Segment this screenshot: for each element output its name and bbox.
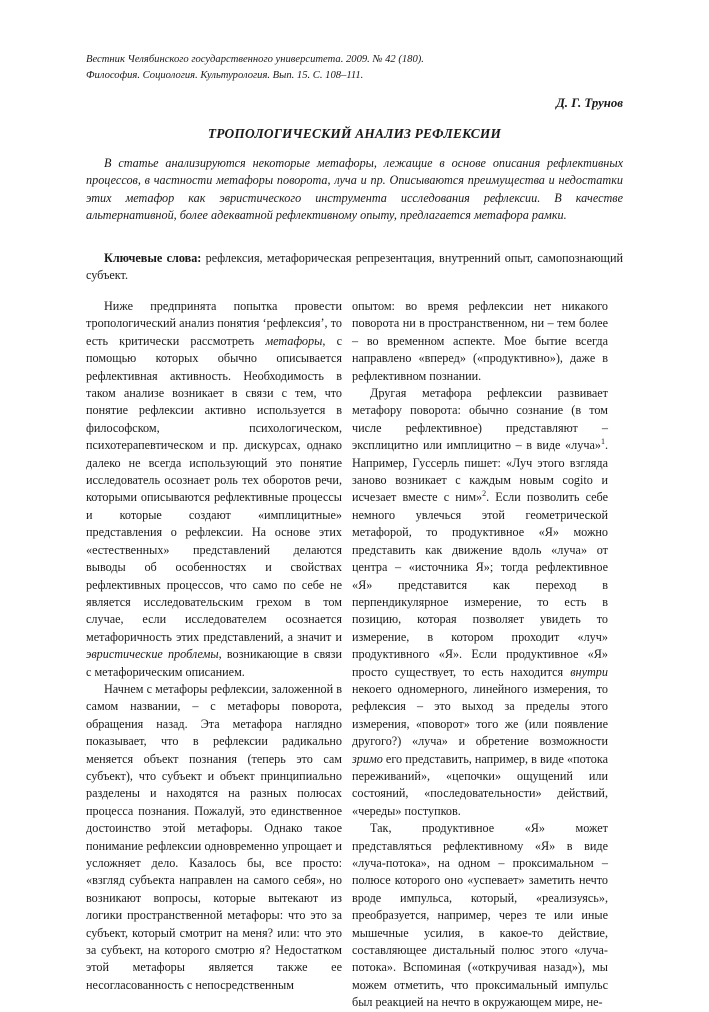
paragraph: Так, продуктивное «Я» может представляться рефлективному «Я» в виде «луча-потока», на одном – проксимальном – полюсе которого оно «успевает» заметить нечто вроде импульса, который, «реализуясь», преобразуется, например, через те или иные мышечные усилия, в какое-то действие, составляющее дистальный полюс этого «луча-потока». Вспоминая («откручивая назад»), мы можем отметить, что проксимальный импульс был реакцией на нечто в окружающем мире, не-: [352, 821, 608, 1010]
journal-citation-line-1: Вестник Челябинского государственного университета. 2009. № 42 (180).: [86, 54, 424, 65]
paragraph: [352, 385, 608, 820]
emphasis: внутри: [570, 664, 608, 679]
text-run: . Если позволить себе немного увлечься этой геометрической метафорой, то продуктивное «Я» можно представить как движение вдоль «луча» от центра – «источника Я»; тогда рефлективное «Я» представится как переход в перпендикулярное измерение, то есть в позицию, которая позволяет увидеть то измерение, в котором проходит «луч» продуктивного «Я». Если продуктивное «Я» просто существует, то есть находится: [352, 490, 608, 679]
author-name: Д. Г. Трунов: [556, 96, 623, 110]
emphasis: метафоры: [265, 333, 323, 348]
footnote-marker: 1: [600, 437, 605, 447]
text-run: его представить, например, в виде «потока переживаний», «цепочки» ощущений или состояний, «последовательности» действий, «череды» поступков.: [352, 751, 608, 818]
text-run: , с помощью которых обычно описывается рефлективная активность. Необходимость в таком анализе возникает в связи с тем, что понятие рефлексии активно используется в философском, психологическом, психотерапевтическом и пр. дискурсах, однако далеко не всегда использующий это понятие исследователь осознает роль тех оборотов речи, которыми описываются рефлективные процессы и которые создают «имплицитные» представления о рефлексии. На основе этих «естественных» представлений делаются выводы об особенностях и свойствах рефлективных процессов, что само по себе не является исследовательским грехом в том случае, если исследователем осознается метафоричность этих представлений, а значит и: [86, 333, 342, 644]
emphasis: зримо: [352, 751, 383, 766]
text-run: Ниже предпринята попытка провести тропологический анализ понятия ‘рефлексия’, то есть критически рассмотреть: [86, 299, 342, 348]
footnote-marker: 2: [482, 489, 487, 499]
abstract: В статье анализируются некоторые метафоры, лежащие в основе описания рефлективных процессов, в частности метафоры поворота, луча и пр. Описываются преимущества и недостатки этих метафор как эвристического инструмента исследования рефлексии. В качестве альтернативной, более адекватной рефлективному опыту, предлагается метафора рамки.: [86, 156, 623, 223]
keywords-label: Ключевые слова:: [104, 251, 202, 265]
journal-citation-line-2: Философия. Социология. Культурология. Вып. 15. С. 108–111.: [86, 69, 364, 81]
article-title: ТРОПОЛОГИЧЕСКИЙ АНАЛИЗ РЕФЛЕКСИИ: [207, 126, 502, 141]
emphasis: эвристические проблемы: [86, 647, 219, 662]
text-run: . Например, Гуссерль пишет: «Луч этого взгляда заново возникает с каждым новым cogito и исчезает вместе с ним»: [352, 438, 608, 505]
paragraph: [86, 298, 342, 681]
paragraph: Начнем с метафоры рефлексии, заложенной в самом названии, – с метафоры поворота, обращения назад. Эта метафора наглядно показывает, что в рефлексии радикально меняется объект познания (теперь это сам субъект), что субъект и объект принципиально разделены и находятся на разных полюсах процесса познания. Пожалуй, это единственное достоинство этой метафоры. Однако такое понимание рефлексии одновременно упрощает и усложняет дело. Казалось бы, все просто: «взгляд субъекта направлен на самого себя», но возникают вопросы, которые вытекают из логики пространственной метафоры: что это за субъект, который смотрит на меня? или: что это за субъект, на которого смотрю я? Недостатком этой метафоры является также ее несогласованность с непосредственным: [86, 681, 342, 992]
text-run: некоего одномерного, линейного измерения, то рефлексия – это выход за пределы этого измерения, «поворот» того же (или появление другого?) «луча» и обретение возможности: [352, 681, 608, 749]
keywords: [86, 250, 623, 285]
journal-citation: [86, 52, 626, 83]
paragraph: опытом: во время рефлексии нет никакого поворота ни в пространственном, ни – тем более – во временном аспекте. Мое бытие всегда направлено «вперед» («продуктивно»), даже в рефлективном познании.: [352, 299, 608, 383]
keywords-text: рефлексия, метафорическая репрезентация, внутренний опыт, самопознающий субъект.: [86, 251, 623, 283]
text-run: Другая метафора рефлексии развивает метафору поворота: обычно сознание (в том числе рефлективное) представляют – эксплицитно или имплицитно – в виде «луча»: [352, 386, 608, 453]
body-column-right: [352, 298, 608, 1012]
body-column-left: [86, 298, 342, 994]
text-run: , возникающие в связи с метафорическим описанием.: [86, 647, 342, 679]
